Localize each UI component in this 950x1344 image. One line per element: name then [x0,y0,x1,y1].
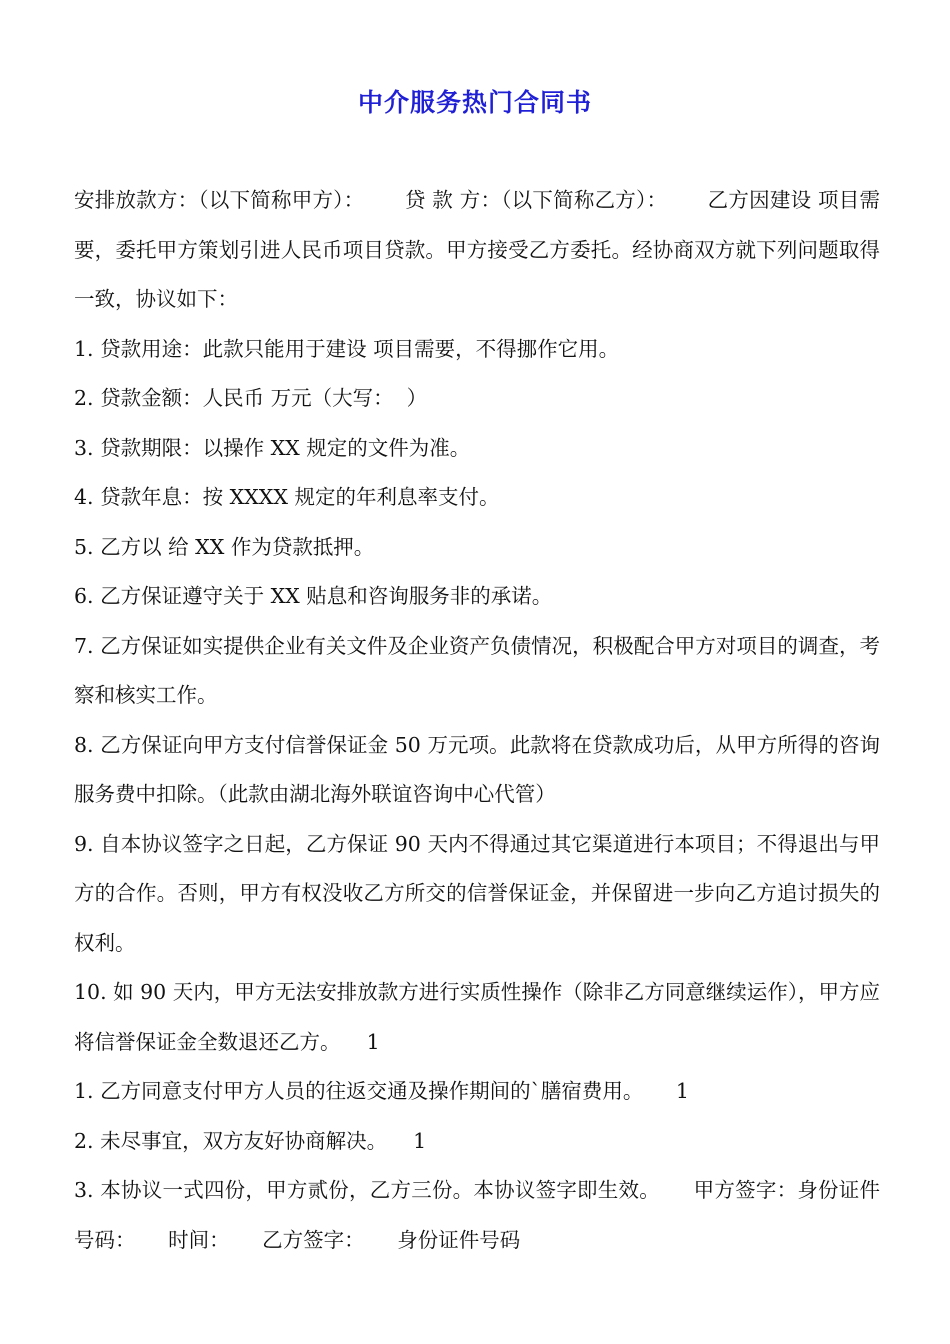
clause-2-loan-amount: 2. 贷款金额：人民币 万元（大写： ） [74,386,428,410]
intro-paragraph: 安排放款方：（以下简称甲方）： 贷 款 方：（以下简称乙方）： 乙方因建设 项目需要，委托甲方策划引进人民币项目贷款。甲方接受乙方委托。经协商双方就下列问题取得一致，协议如下： [74,188,880,311]
clause-9-exclusivity: 9. 自本协议签字之日起，乙方保证 90 天内不得通过其它渠道进行本项目；不得退出与甲方的合作。否则，甲方有权没收乙方所交的信誉保证金，并保留进一步向乙方追讨损失的权利。 [74,831,880,955]
supplement-2-disputes: 2. 未尽事宜，双方友好协商解决。 1 [74,1128,427,1153]
document-body [74,176,880,1265]
clause-3-loan-term: 3. 贷款期限：以操作 XX 规定的文件为准。 [74,435,471,460]
clause-7-documents: 7. 乙方保证如实提供企业有关文件及企业资产负债情况，积极配合甲方对项目的调查，考察和核实工作。 [74,633,880,707]
supplement-1-expenses: 1. 乙方同意支付甲方人员的往返交通及操作期间的`膳宿费用。 1 [74,1079,689,1103]
clause-8-deposit: 8. 乙方保证向甲方支付信誉保证金 50 万元项。此款将在贷款成功后，从甲方所得的咨询服务费中扣除。（此款由湖北海外联谊咨询中心代管） [74,732,880,806]
supplement-3-signatures: 3. 本协议一式四份，甲方贰份，乙方三份。本协议签字即生效。 甲方签字：身份证件号码： 时间： 乙方签字： 身份证件号码 [74,1178,880,1252]
document-title: 中介服务热门合同书 [357,88,592,117]
clause-4-annual-interest: 4. 贷款年息：按 XXXX 规定的年利息率支付。 [74,485,500,509]
clause-5-collateral: 5. 乙方以 给 XX 作为贷款抵押。 [74,534,375,559]
clause-10-refund: 10. 如 90 天内，甲方无法安排放款方进行实质性操作（除非乙方同意继续运作），甲方应将信誉保证金全数退还乙方。 1 [74,980,880,1054]
clause-1-loan-purpose: 1. 贷款用途：此款只能用于建设 项目需要，不得挪作它用。 [74,336,620,361]
clause-6-commitment: 6. 乙方保证遵守关于 XX 贴息和咨询服务非的承诺。 [74,584,553,608]
